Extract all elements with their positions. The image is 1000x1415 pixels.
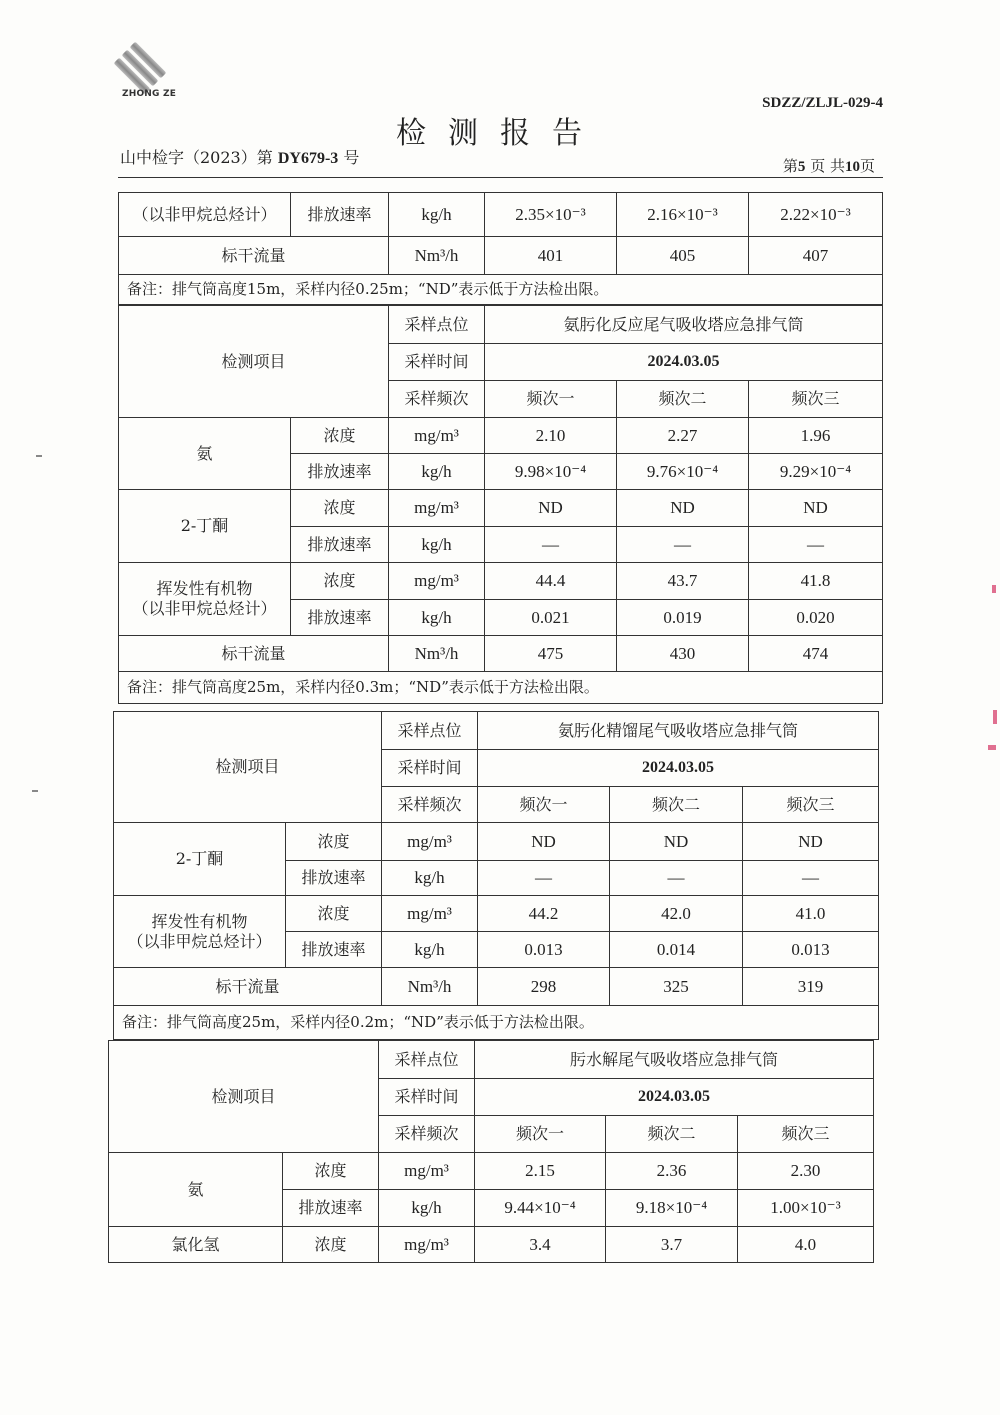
value-cell: 2.35×10⁻³: [485, 193, 617, 237]
freq-2: 频次二: [606, 1116, 738, 1153]
unit: mg/m³: [389, 418, 485, 454]
value-cell: 2.10: [485, 418, 617, 454]
unit: mg/m³: [379, 1153, 475, 1190]
item-header: 检测项目: [119, 306, 389, 418]
seal-edge-mark: [992, 585, 996, 593]
remark: 备注：排气筒高度15m，采样内径0.25m；“ND”表示低于方法检出限。: [119, 275, 883, 305]
unit: mg/m³: [389, 490, 485, 527]
value-cell: 41.0: [743, 896, 879, 932]
table-row: [119, 636, 883, 672]
value-cell: ND: [743, 823, 879, 861]
value-cell: 405: [617, 237, 749, 275]
value-cell: 9.29×10⁻⁴: [749, 454, 883, 490]
freq-3: 频次三: [738, 1116, 874, 1153]
param-label: 排放速率: [286, 932, 382, 968]
time-label: 采样时间: [382, 750, 478, 787]
item-name-line2: （以非甲烷总烃计）: [132, 599, 277, 618]
table-row: [119, 306, 883, 344]
table-row: [119, 275, 883, 305]
unit: mg/m³: [379, 1227, 475, 1263]
unit: Nm³/h: [389, 636, 485, 672]
page-total: 10: [844, 159, 860, 175]
time-label: 采样时间: [379, 1079, 475, 1116]
sampling-date: 2024.03.05: [478, 750, 879, 787]
page-prefix: 第: [782, 157, 798, 175]
freq-2: 频次二: [610, 787, 743, 823]
unit: Nm³/h: [382, 968, 478, 1006]
value-cell: 0.014: [610, 932, 743, 968]
value-cell: 0.013: [743, 932, 879, 968]
flow-label: 标干流量: [119, 636, 389, 672]
param-label: 浓度: [283, 1153, 379, 1190]
remark: 备注：排气筒高度25m，采样内径0.3m；“ND”表示低于方法检出限。: [119, 672, 883, 704]
sampling-date: 2024.03.05: [475, 1079, 874, 1116]
sampling-point: 氨肟化反应尾气吸收塔应急排气筒: [485, 306, 883, 344]
logo-text: ZHONG ZE: [122, 89, 177, 99]
table-row: [119, 193, 883, 237]
unit: kg/h: [389, 193, 485, 237]
value-cell: 44.2: [478, 896, 610, 932]
report-no-suffix: 号: [343, 148, 360, 167]
value-cell: 0.021: [485, 600, 617, 636]
table-continuation: [118, 192, 883, 305]
page-suffix: 页: [859, 157, 875, 175]
sampling-date: 2024.03.05: [485, 344, 883, 381]
value-cell: 407: [749, 237, 883, 275]
unit: Nm³/h: [389, 237, 485, 275]
seal-edge-mark: [993, 710, 997, 724]
value-cell: 430: [617, 636, 749, 672]
freq-1: 频次一: [478, 787, 610, 823]
table-section-2: [113, 711, 879, 1040]
table-row: [109, 1227, 874, 1263]
item-name-line1: 挥发性有机物: [151, 911, 248, 931]
value-cell: —: [749, 527, 883, 563]
item-name: [119, 563, 291, 636]
value-cell: 9.44×10⁻⁴: [475, 1190, 606, 1227]
value-cell: 2.36: [606, 1153, 738, 1190]
item-header: 检测项目: [114, 712, 382, 823]
flow-label: 标干流量: [114, 968, 382, 1006]
unit: kg/h: [379, 1190, 475, 1227]
value-cell: 325: [610, 968, 743, 1006]
freq-label: 采样频次: [379, 1116, 475, 1153]
freq-3: 频次三: [749, 381, 883, 418]
param-label: 浓度: [286, 896, 382, 932]
value-cell: 9.98×10⁻⁴: [485, 454, 617, 490]
value-cell: 0.020: [749, 600, 883, 636]
item-name-line2: （以非甲烷总烃计）: [127, 931, 272, 951]
sampling-point: 氨肟化精馏尾气吸收塔应急排气筒: [478, 712, 879, 750]
value-cell: 2.30: [738, 1153, 874, 1190]
table-row: [119, 418, 883, 454]
unit: mg/m³: [382, 823, 478, 861]
param-label: 排放速率: [286, 861, 382, 896]
report-no-code: DY679-3: [277, 150, 339, 167]
seal-edge-mark: [988, 745, 996, 750]
value-cell: 1.00×10⁻³: [738, 1190, 874, 1227]
page-number: [783, 155, 875, 176]
table-row: [119, 237, 883, 275]
table-row: [119, 563, 883, 600]
value-cell: 475: [485, 636, 617, 672]
unit: kg/h: [389, 527, 485, 563]
table-row: [114, 896, 879, 932]
value-cell: ND: [749, 490, 883, 527]
value-cell: 1.96: [749, 418, 883, 454]
freq-label: 采样频次: [389, 381, 485, 418]
item-name: 2-丁酮: [114, 823, 286, 896]
value-cell: 3.4: [475, 1227, 606, 1263]
freq-3: 频次三: [743, 787, 879, 823]
table-row: [114, 712, 879, 750]
param-label: 排放速率: [291, 193, 389, 237]
freq-1: 频次一: [485, 381, 617, 418]
unit: kg/h: [389, 600, 485, 636]
value-cell: 9.76×10⁻⁴: [617, 454, 749, 490]
item-name: 2-丁酮: [119, 490, 291, 563]
table-row: [119, 672, 883, 704]
table-section-3: [108, 1040, 874, 1263]
value-cell: 3.7: [606, 1227, 738, 1263]
sampling-point: 肟水解尾气吸收塔应急排气筒: [475, 1041, 874, 1079]
freq-2: 频次二: [617, 381, 749, 418]
table-row: [114, 823, 879, 861]
value-cell: 2.27: [617, 418, 749, 454]
remark: 备注：排气筒高度25m，采样内径0.2m；“ND”表示低于方法检出限。: [114, 1006, 879, 1040]
item-name-line1: 挥发性有机物: [156, 579, 253, 598]
table-section-1: [118, 305, 883, 704]
param-label: 浓度: [291, 490, 389, 527]
value-cell: 41.8: [749, 563, 883, 600]
unit: mg/m³: [389, 563, 485, 600]
unit: kg/h: [389, 454, 485, 490]
unit: kg/h: [382, 861, 478, 896]
param-label: 排放速率: [291, 454, 389, 490]
table-row: [109, 1153, 874, 1190]
form-code: SDZZ/ZLJL-029-4: [762, 95, 883, 111]
value-cell: 43.7: [617, 563, 749, 600]
point-label: 采样点位: [382, 712, 478, 750]
value-cell: 2.16×10⁻³: [617, 193, 749, 237]
unit: kg/h: [382, 932, 478, 968]
param-label: 浓度: [291, 418, 389, 454]
param-label: 浓度: [286, 823, 382, 861]
freq-1: 频次一: [475, 1116, 606, 1153]
item-name: 氯化氢: [109, 1227, 283, 1263]
value-cell: 2.22×10⁻³: [749, 193, 883, 237]
param-label: 浓度: [283, 1227, 379, 1263]
value-cell: 2.15: [475, 1153, 606, 1190]
value-cell: 4.0: [738, 1227, 874, 1263]
unit: mg/m³: [382, 896, 478, 932]
item-header: 检测项目: [109, 1041, 379, 1153]
report-number: [120, 145, 359, 168]
page-mid: 页 共: [810, 157, 845, 175]
value-cell: 0.019: [617, 600, 749, 636]
param-label: 浓度: [291, 563, 389, 600]
param-label: 排放速率: [291, 600, 389, 636]
value-cell: —: [617, 527, 749, 563]
param-label: 排放速率: [283, 1190, 379, 1227]
value-cell: ND: [478, 823, 610, 861]
value-cell: ND: [610, 823, 743, 861]
value-cell: 474: [749, 636, 883, 672]
table-row: [119, 490, 883, 527]
time-label: 采样时间: [389, 344, 485, 381]
param-label: 排放速率: [291, 527, 389, 563]
scan-mark: [32, 790, 38, 792]
table-row: [114, 968, 879, 1006]
value-cell: —: [743, 861, 879, 896]
value-cell: 0.013: [478, 932, 610, 968]
page-title: 检测报告: [396, 116, 604, 151]
point-label: 采样点位: [389, 306, 485, 344]
page-current: 5: [797, 159, 806, 175]
table-row: [109, 1041, 874, 1079]
report-no-prefix: 山中检字（2023）第: [120, 148, 273, 167]
item-name: [114, 896, 286, 968]
value-cell: 401: [485, 237, 617, 275]
flow-label: 标干流量: [119, 237, 389, 275]
header-divider: [118, 177, 883, 178]
table-row: [114, 1006, 879, 1040]
item-name: （以非甲烷总烃计）: [119, 193, 291, 237]
value-cell: ND: [617, 490, 749, 527]
value-cell: —: [478, 861, 610, 896]
value-cell: 298: [478, 968, 610, 1006]
value-cell: ND: [485, 490, 617, 527]
scan-mark: [36, 455, 42, 457]
value-cell: 9.18×10⁻⁴: [606, 1190, 738, 1227]
point-label: 采样点位: [379, 1041, 475, 1079]
item-name: 氨: [109, 1153, 283, 1227]
value-cell: —: [485, 527, 617, 563]
value-cell: —: [610, 861, 743, 896]
value-cell: 319: [743, 968, 879, 1006]
item-name: 氨: [119, 418, 291, 490]
value-cell: 42.0: [610, 896, 743, 932]
freq-label: 采样频次: [382, 787, 478, 823]
value-cell: 44.4: [485, 563, 617, 600]
